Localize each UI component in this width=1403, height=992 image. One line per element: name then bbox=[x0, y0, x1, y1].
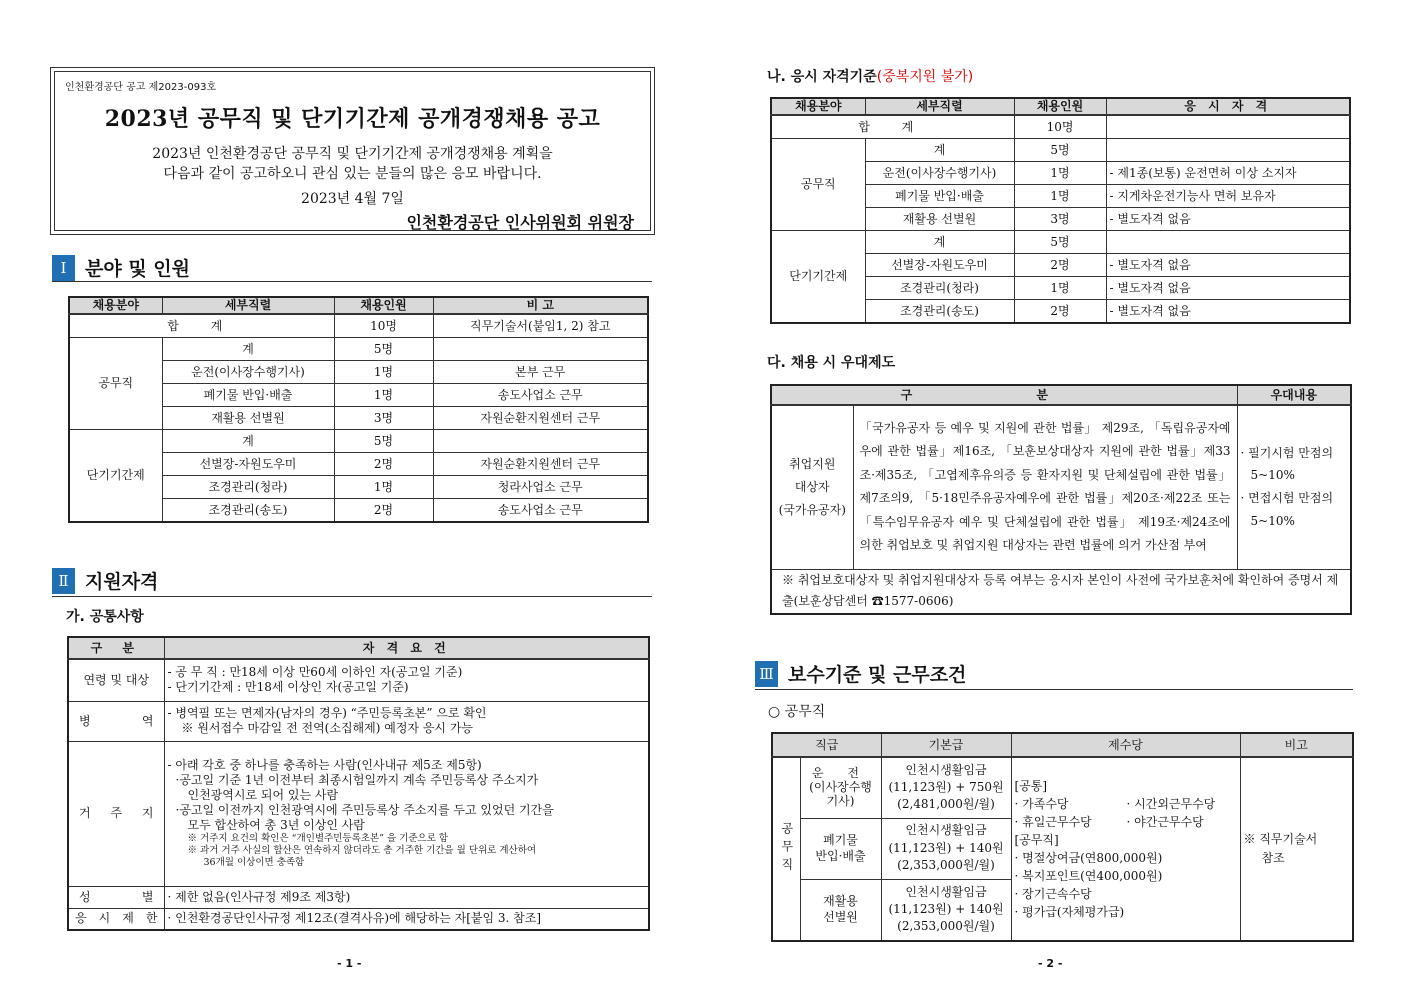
eligibility-table bbox=[770, 97, 1351, 324]
row-content bbox=[164, 659, 649, 701]
text-line: · 필기시험 만점의 bbox=[1240, 445, 1334, 460]
text-line: 운 전 bbox=[812, 766, 869, 781]
row-label: 병 역 bbox=[68, 701, 164, 741]
section-1-heading bbox=[52, 254, 190, 281]
table-row bbox=[69, 430, 648, 453]
row-label: 연령 및 대상 bbox=[68, 659, 164, 701]
total-label: 합 계 bbox=[69, 314, 334, 338]
group-name: 공무직 bbox=[69, 338, 162, 430]
pay-cell bbox=[881, 757, 1011, 818]
text-line: 인천시생활임금 bbox=[905, 762, 987, 777]
job-cell: 선별장-자원도우미 bbox=[162, 453, 334, 476]
table-row bbox=[771, 405, 1351, 569]
job-cell: 계 bbox=[162, 338, 334, 361]
col-header: 세부직렬 bbox=[865, 98, 1014, 115]
note-cell: 청라사업소 근무 bbox=[433, 476, 648, 499]
section-number: Ⅲ bbox=[755, 661, 778, 687]
text-line: 기사) bbox=[826, 793, 855, 808]
text-line: 재활용 bbox=[823, 894, 858, 909]
text-line: 대상자 bbox=[794, 479, 830, 494]
text-line: - 공 무 직 : 만18세 이상 만60세 이하인 자(공고일 기준) bbox=[167, 665, 463, 680]
job-cell: 계 bbox=[162, 430, 334, 453]
text-line: · 야간근무수당 bbox=[1126, 815, 1204, 829]
col-header: 우대내용 bbox=[1237, 385, 1351, 405]
col-header: 직급 bbox=[772, 733, 881, 757]
note-cell bbox=[1106, 231, 1350, 254]
note-cell: ※ 취업보호대상자 및 취업지원대상자 등록 여부는 응시자 본인이 사전에 국가보훈처에 확인하여 증명서 제출(보훈상담센터 ☎1577-0606) bbox=[771, 569, 1351, 614]
note-cell: 송도사업소 근무 bbox=[433, 384, 648, 407]
job-cell bbox=[800, 757, 881, 818]
note-cell bbox=[433, 338, 648, 361]
subsection-title: 다. 채용 시 우대제도 bbox=[767, 355, 896, 371]
row-content bbox=[164, 741, 649, 886]
text-line: 인천시생활임금 bbox=[905, 884, 987, 899]
section-title: 분야 및 인원 bbox=[85, 258, 190, 280]
col-header: 자 격 요 건 bbox=[164, 637, 649, 659]
notice-body-line: 다음과 같이 공고하오니 관심 있는 분들의 많은 응모 바랍니다. bbox=[163, 166, 542, 182]
job-cell: 조경관리(청라) bbox=[162, 476, 334, 499]
row-content: · 인천환경공단인사규정 제12조(결격사유)에 해당하는 자[붙임 3. 참조] bbox=[164, 908, 649, 930]
count-cell: 1명 bbox=[1014, 185, 1106, 208]
count-cell: 2명 bbox=[334, 453, 433, 476]
group-name: 공무직 bbox=[772, 757, 800, 941]
text-line: · 장기근속수당 bbox=[1014, 887, 1092, 901]
table-row bbox=[772, 757, 1353, 818]
text-line: ※ 거주지 요건의 확인은 “개인별주민등록초본” 을 기준으로 함 bbox=[187, 833, 449, 845]
job-cell: 조경관리(송도) bbox=[865, 300, 1014, 324]
text-line: 폐기물 bbox=[823, 832, 858, 847]
row-content: 「국가유공자 등 예우 및 지원에 관한 법률」 제29조, 「독립유공자예우에 관한 법률」제16조, 「보훈보상대상자 지원에 관한 법률」제33조·제35조, 「고엽제후유의증 등 환자지원 및 단체설립에 관한 법률」제7조의9, 「5·18민주유공자예우에 관한 법률」제20조·제22조 또는 「특수임무유공자 예우 및 단체설립에 관한 법률」 제19조·제24조에 의한 취업보호 및 취업지원 대상자는 관련 법률에 의거 가산점 부여 bbox=[853, 405, 1237, 569]
subsection-title: ○ 공무직 bbox=[768, 704, 826, 720]
count-cell: 3명 bbox=[334, 407, 433, 430]
col-header: 응 시 자 격 bbox=[1106, 98, 1350, 115]
count-cell: 3명 bbox=[1014, 208, 1106, 231]
total-count: 10명 bbox=[334, 314, 433, 338]
row-label: 성 별 bbox=[68, 886, 164, 908]
qualification-table bbox=[67, 636, 650, 931]
text-line: 반입·배출 bbox=[815, 848, 866, 863]
notice-number: 인천환경공단 공고 제2023-093호 bbox=[65, 82, 217, 93]
col-header: 채용분야 bbox=[69, 297, 162, 314]
note-cell bbox=[433, 430, 648, 453]
count-cell: 1명 bbox=[334, 361, 433, 384]
text-line: 선별원 bbox=[823, 909, 858, 924]
benefit-cell bbox=[1237, 405, 1351, 569]
notice-signer: 인천환경공단 인사위원회 위원장 bbox=[406, 213, 634, 232]
job-cell: 조경관리(송도) bbox=[162, 499, 334, 523]
row-label: 거 주 지 bbox=[68, 741, 164, 886]
table-row bbox=[69, 338, 648, 361]
section-2-heading bbox=[52, 567, 158, 594]
col-header: 세부직렬 bbox=[162, 297, 334, 314]
text-line: ·공고일 이전까지 인천광역시에 주민등록상 주소지를 두고 있었던 기간을 bbox=[175, 803, 554, 818]
text-line: - 병역필 또는 면제자(남자의 경우) “주민등록초본” 으로 확인 bbox=[167, 706, 487, 720]
count-cell: 1명 bbox=[1014, 277, 1106, 300]
job-cell: 재활용 선별원 bbox=[865, 208, 1014, 231]
count-cell: 1명 bbox=[334, 476, 433, 499]
text-line: - 아래 각호 중 하나를 충족하는 사람(인사내규 제5조 제5항) bbox=[167, 758, 482, 773]
text-line: · 면접시험 만점의 bbox=[1240, 491, 1334, 506]
text-line: (11,123원) + 140원 bbox=[888, 902, 1004, 917]
subsection-title: 가. 공통사항 bbox=[66, 609, 144, 625]
job-cell bbox=[800, 818, 881, 879]
note-cell: - 별도자격 없음 bbox=[1106, 300, 1350, 324]
table-header-row bbox=[772, 733, 1353, 757]
total-note: 직무기술서(붙임1, 2) 참고 bbox=[433, 314, 648, 338]
text-line: ※ 과거 거주 사실의 합산은 연속하지 않더라도 총 거주한 기간을 월 단위로 계산하여 bbox=[187, 845, 537, 857]
group-name: 단기기간제 bbox=[771, 231, 865, 324]
group-name: 단기기간제 bbox=[69, 430, 162, 523]
note-cell: 본부 근무 bbox=[433, 361, 648, 384]
note-cell: 송도사업소 근무 bbox=[433, 499, 648, 523]
job-cell: 선별장-자원도우미 bbox=[865, 254, 1014, 277]
notice-date: 2023년 4월 7일 bbox=[301, 191, 404, 207]
text-line: ※ 원서접수 마감일 전 전역(소집해제) 예정자 응시 가능 bbox=[181, 721, 473, 735]
job-cell: 폐기물 반입·배출 bbox=[865, 185, 1014, 208]
salary-table bbox=[771, 732, 1354, 942]
table-row bbox=[69, 314, 648, 338]
col-header: 채용분야 bbox=[771, 98, 865, 115]
text-line: ·공고일 기준 1년 이전부터 최종시험일까지 계속 주민등록상 주소지가 bbox=[175, 773, 539, 788]
count-cell: 5명 bbox=[334, 338, 433, 361]
text-line: (2,481,000원/월) bbox=[897, 797, 995, 812]
subsection-title-text: 나. 응시 자격기준 bbox=[767, 69, 877, 85]
count-cell: 2명 bbox=[1014, 254, 1106, 277]
col-header: 비고 bbox=[1240, 733, 1353, 757]
text-line: ※ 직무기술서 bbox=[1243, 831, 1318, 846]
section-3-heading bbox=[755, 660, 966, 687]
section-title: 보수기준 및 근무조건 bbox=[788, 664, 967, 686]
table-row bbox=[68, 741, 649, 886]
text-line: · 휴일근무수당 bbox=[1014, 815, 1092, 829]
job-cell: 운전(이사장수행기사) bbox=[162, 361, 334, 384]
note-cell: - 별도자격 없음 bbox=[1106, 254, 1350, 277]
col-header: 구 분 bbox=[68, 637, 164, 659]
text-line: 5~10% bbox=[1250, 468, 1295, 483]
note-cell: - 별도자격 없음 bbox=[1106, 277, 1350, 300]
count-cell: 1명 bbox=[1014, 162, 1106, 185]
text-line: 인천시생활임금 bbox=[905, 823, 987, 838]
col-header: 채용인원 bbox=[1014, 98, 1106, 115]
table-row bbox=[68, 886, 649, 908]
page-number: - 1 - bbox=[337, 957, 362, 970]
total-label: 합 계 bbox=[771, 115, 1014, 139]
text-line: (이사장수행 bbox=[809, 779, 872, 794]
text-line: (11,123원) + 750원 bbox=[888, 780, 1004, 795]
text-line: - 단기기간제 : 만18세 이상인 자(공고일 기준) bbox=[167, 680, 409, 695]
pay-cell bbox=[881, 879, 1011, 941]
count-cell: 2명 bbox=[1014, 300, 1106, 324]
count-cell: 2명 bbox=[334, 499, 433, 523]
count-cell: 5명 bbox=[1014, 231, 1106, 254]
col-header: 채용인원 bbox=[334, 297, 433, 314]
section-divider bbox=[755, 689, 1353, 690]
text-line: (국가유공자) bbox=[778, 502, 846, 517]
subsection-title bbox=[767, 66, 973, 86]
note-cell: - 별도자격 없음 bbox=[1106, 208, 1350, 231]
note-cell: 자원순환지원센터 근무 bbox=[433, 453, 648, 476]
total-note bbox=[1106, 115, 1350, 139]
table-row bbox=[771, 115, 1350, 139]
group-name: 공무직 bbox=[771, 139, 865, 231]
col-header: 기본급 bbox=[881, 733, 1011, 757]
section-title: 지원자격 bbox=[85, 571, 159, 593]
text-line: · 복지포인트(연400,000원) bbox=[1014, 869, 1163, 883]
total-count: 10명 bbox=[1014, 115, 1106, 139]
job-cell: 계 bbox=[865, 139, 1014, 162]
note-cell: 자원순환지원센터 근무 bbox=[433, 407, 648, 430]
count-cell: 5명 bbox=[1014, 139, 1106, 162]
text-line: (2,353,000원/월) bbox=[897, 919, 995, 934]
col-header: 구 분 bbox=[771, 385, 1237, 405]
text-line: (11,123원) + 140원 bbox=[888, 840, 1004, 855]
section-divider bbox=[52, 281, 652, 282]
notice-box bbox=[50, 67, 655, 235]
job-cell: 계 bbox=[865, 231, 1014, 254]
preference-table bbox=[770, 384, 1352, 615]
text-line: [공무직] bbox=[1014, 833, 1059, 847]
section-number: Ⅱ bbox=[52, 568, 75, 594]
text-line: 36개월 이상이면 충족함 bbox=[203, 856, 305, 868]
job-cell bbox=[800, 879, 881, 941]
text-line: · 평가급(자체평가급) bbox=[1014, 905, 1125, 919]
table-row bbox=[771, 569, 1351, 614]
text-line: 취업지원 bbox=[789, 457, 836, 472]
job-cell: 운전(이사장수행기사) bbox=[865, 162, 1014, 185]
subsection-note: (중복지원 불가) bbox=[876, 69, 974, 85]
allowance-cell bbox=[1011, 757, 1240, 941]
note-cell bbox=[1106, 139, 1350, 162]
table-row bbox=[68, 659, 649, 701]
page-number: - 2 - bbox=[1038, 957, 1063, 970]
section-divider bbox=[52, 596, 652, 597]
text-line: (2,353,000원/월) bbox=[897, 858, 995, 873]
table-row bbox=[68, 701, 649, 741]
row-content: · 제한 없음(인사규정 제9조 제3항) bbox=[164, 886, 649, 908]
remark-cell bbox=[1240, 757, 1353, 941]
text-line: 인천광역시로 되어 있는 사람 bbox=[187, 788, 339, 803]
col-header: 비 고 bbox=[433, 297, 648, 314]
note-cell: - 제1종(보통) 운전면허 이상 소지자 bbox=[1106, 162, 1350, 185]
notice-title: 2023년 공무직 및 단기기간제 공개경쟁채용 공고 bbox=[104, 106, 601, 132]
count-cell: 5명 bbox=[334, 430, 433, 453]
text-line: [공통] bbox=[1014, 779, 1048, 793]
row-label bbox=[771, 405, 853, 569]
table-row bbox=[771, 231, 1350, 254]
job-cell: 재활용 선별원 bbox=[162, 407, 334, 430]
text-line: 참조 bbox=[1261, 851, 1285, 865]
count-cell: 1명 bbox=[334, 384, 433, 407]
notice-body-line: 2023년 인천환경공단 공무직 및 단기기간제 공개경쟁채용 계획을 bbox=[152, 146, 553, 162]
job-cell: 폐기물 반입·배출 bbox=[162, 384, 334, 407]
note-cell: - 지게차운전기능사 면허 보유자 bbox=[1106, 185, 1350, 208]
text-line: 모두 합산하여 총 3년 이상인 사람 bbox=[187, 818, 365, 833]
row-label: 응 시 제 한 bbox=[68, 908, 164, 930]
section-number: Ⅰ bbox=[52, 255, 75, 281]
text-line: · 가족수당 bbox=[1014, 797, 1069, 811]
row-content bbox=[164, 701, 649, 741]
text-line: 5~10% bbox=[1250, 514, 1295, 529]
col-header: 제수당 bbox=[1011, 733, 1240, 757]
recruit-table bbox=[68, 296, 649, 523]
job-cell: 조경관리(청라) bbox=[865, 277, 1014, 300]
table-row bbox=[771, 139, 1350, 162]
table-row bbox=[68, 908, 649, 930]
text-line: · 시간외근무수당 bbox=[1126, 797, 1216, 811]
text-line: · 명절상여금(연800,000원) bbox=[1014, 851, 1163, 865]
pay-cell bbox=[881, 818, 1011, 879]
